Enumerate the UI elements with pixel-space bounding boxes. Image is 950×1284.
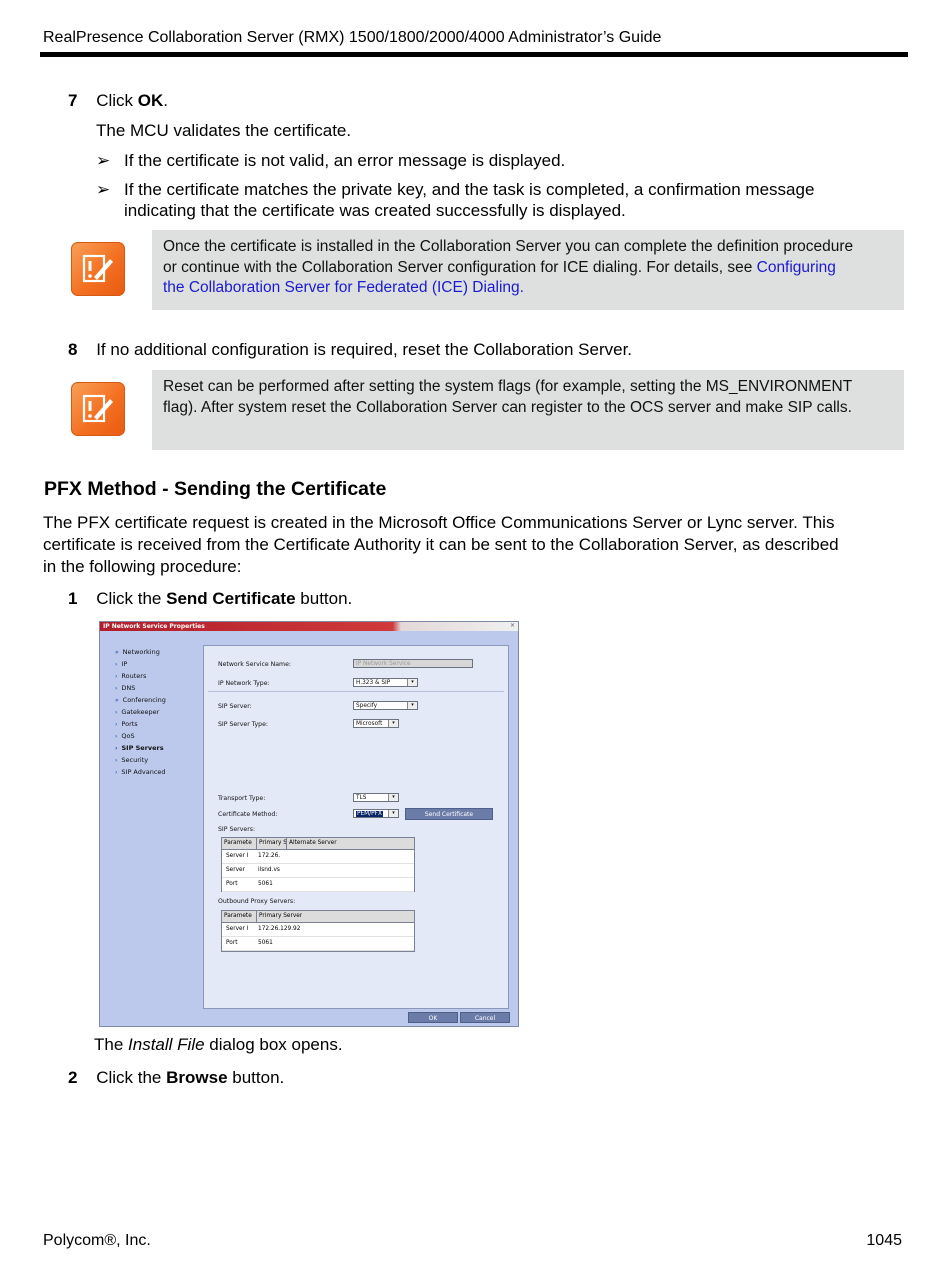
link-period: .	[519, 279, 524, 296]
sip-server-type-select[interactable]: Microsoft ▾	[353, 719, 399, 728]
bullet-text: If the certificate is not valid, an error message is displayed.	[124, 151, 566, 170]
note-pencil-icon	[71, 382, 125, 436]
table-cell: ilsnd.vs	[258, 867, 280, 873]
bullet-arrow-icon: ➢	[96, 151, 111, 170]
step-bold: Browse	[166, 1068, 228, 1087]
ip-network-type-label: IP Network Type:	[218, 680, 270, 687]
table-cell: 5061	[258, 940, 273, 946]
bullet-2	[96, 179, 815, 200]
para-line: certificate is received from the Certificate Authority it can be sent to the Collaboration Server, as described	[43, 535, 839, 554]
step-text: If no additional configuration is required, reset the Collaboration Server.	[96, 340, 633, 359]
step-suffix: button.	[227, 1068, 285, 1087]
note-line: Reset can be performed after setting the system flags (for example, setting the MS_ENVIRONMENT	[163, 378, 853, 395]
chevron-down-icon[interactable]: ▾	[388, 810, 398, 817]
table-row[interactable]	[222, 937, 414, 951]
bullet-arrow-icon: ➢	[96, 180, 111, 199]
table-header	[222, 911, 414, 923]
step-1	[68, 588, 352, 609]
ip-network-type-select[interactable]: H.323 & SIP ▾	[353, 678, 418, 687]
para-line: The PFX certificate request is created in the Microsoft Office Communications Server or Lync server. This	[43, 513, 835, 532]
nav-item-conferencing[interactable]: » Conferencing	[115, 696, 166, 704]
transport-type-label: Transport Type:	[218, 795, 266, 802]
section-heading: PFX Method - Sending the Certificate	[44, 478, 387, 500]
table-row[interactable]	[222, 864, 414, 878]
column-header: Paramete	[224, 840, 252, 846]
note-box-2	[152, 370, 904, 450]
sentence-text: The	[94, 1035, 129, 1054]
step-suffix: button.	[295, 589, 353, 608]
para-line: in the following procedure:	[43, 557, 242, 576]
certificate-method-select[interactable]: PEM/PFX ▾	[353, 809, 399, 818]
outbound-proxy-label: Outbound Proxy Servers:	[218, 898, 296, 905]
sip-servers-table	[221, 837, 415, 892]
sip-server-label: SIP Server:	[218, 703, 252, 710]
table-header	[222, 838, 414, 850]
nav-item-security[interactable]: › Security	[115, 756, 149, 764]
step-number: 1	[68, 589, 78, 608]
nav-item-dns[interactable]: › DNS	[115, 684, 136, 692]
step-7	[68, 90, 168, 111]
table-row[interactable]	[222, 850, 414, 864]
step-text: Click the	[96, 1068, 167, 1087]
table-cell: Server I	[226, 853, 249, 859]
settings-panel	[203, 645, 509, 1009]
network-service-name-label: Network Service Name:	[218, 661, 291, 668]
table-row[interactable]	[222, 878, 414, 892]
step-bold: OK	[137, 91, 164, 110]
step-bold: Send Certificate	[166, 589, 296, 608]
note-pencil-icon	[71, 242, 125, 296]
step-number: 8	[68, 340, 78, 359]
bullet-1	[96, 150, 566, 171]
step-text: Click	[96, 91, 138, 110]
chevron-down-icon[interactable]: ▾	[407, 679, 417, 686]
note-text: or continue with the Collaboration Server configuration for ICE dialing. For details, see	[163, 258, 757, 276]
table-cell: 172.26.	[258, 853, 281, 859]
step-7-result: The MCU validates the certificate.	[96, 121, 352, 140]
configuring-link[interactable]: Configuring	[756, 258, 836, 276]
table-cell: Port	[226, 940, 238, 946]
certificate-method-label: Certificate Method:	[218, 811, 278, 818]
nav-item-routers[interactable]: › Routers	[115, 672, 147, 680]
step-number: 7	[68, 91, 78, 110]
header-rule	[40, 52, 908, 57]
ok-button[interactable]: OK	[408, 1012, 458, 1023]
running-header: RealPresence Collaboration Server (RMX) 1500/1800/2000/4000 Administrator’s Guide	[43, 29, 662, 46]
bullet-text: If the certificate matches the private key, and the task is completed, a confirmation message	[124, 180, 815, 199]
column-header: Primary Server	[256, 911, 302, 922]
divider	[208, 691, 504, 692]
network-service-name-field: IP Network Service	[353, 659, 473, 668]
section-paragraph	[43, 512, 905, 578]
page-number: 1045	[866, 1232, 902, 1249]
outbound-proxy-table	[221, 910, 415, 952]
cancel-button[interactable]: Cancel	[460, 1012, 510, 1023]
table-row[interactable]	[222, 923, 414, 937]
step-8	[68, 339, 632, 360]
table-cell: Server I	[226, 926, 249, 932]
ip-network-service-dialog	[99, 621, 519, 1027]
nav-item-gatekeeper[interactable]: › Gatekeeper	[115, 708, 160, 716]
note-line: Once the certificate is installed in the Collaboration Server you can complete the definition procedure	[163, 238, 854, 255]
install-file-sentence	[94, 1034, 343, 1055]
note-box-1	[152, 230, 904, 310]
nav-item-qos[interactable]: › QoS	[115, 732, 135, 740]
bullet-2-continued: indicating that the certificate was created successfully is displayed.	[124, 201, 626, 220]
sip-servers-label: SIP Servers:	[218, 826, 256, 833]
nav-item-ports[interactable]: › Ports	[115, 720, 138, 728]
column-header: Primary S	[256, 838, 289, 849]
chevron-down-icon[interactable]: ▾	[407, 702, 417, 709]
nav-item-networking[interactable]: » Networking	[115, 648, 160, 656]
step-2	[68, 1067, 284, 1088]
ice-dialing-link[interactable]: the Collaboration Server for Federated (ICE) Dialing	[163, 279, 520, 296]
note-line	[163, 278, 893, 299]
sip-server-type-label: SIP Server Type:	[218, 721, 269, 728]
table-cell: 5061	[258, 881, 273, 887]
step-suffix: .	[163, 91, 168, 110]
table-cell: Port	[226, 881, 238, 887]
sip-server-select[interactable]: Specify ▾	[353, 701, 418, 710]
column-header: Paramete	[224, 913, 252, 919]
sentence-italic: Install File	[128, 1035, 205, 1054]
send-certificate-button[interactable]: Send Certificate	[405, 808, 493, 820]
footer-company: Polycom®, Inc.	[43, 1232, 151, 1249]
dialog-title: IP Network Service Properties	[100, 622, 518, 631]
table-cell: Server	[226, 867, 246, 873]
nav-item-ip[interactable]: › IP	[115, 660, 128, 668]
step-number: 2	[68, 1068, 78, 1087]
chevron-down-icon[interactable]: ▾	[388, 720, 398, 727]
table-cell: 172.26.129.92	[258, 926, 301, 932]
transport-type-select[interactable]: TLS ▾	[353, 793, 399, 802]
close-icon[interactable]: ×	[509, 622, 515, 629]
sentence-text: dialog box opens.	[204, 1035, 343, 1054]
nav-item-sip-advanced[interactable]: › SIP Advanced	[115, 768, 166, 776]
chevron-down-icon[interactable]: ▾	[388, 794, 398, 801]
nav-item-sip-servers[interactable]: › SIP Servers	[115, 744, 164, 752]
step-text: Click the	[96, 589, 167, 608]
column-header: Alternate Server	[286, 838, 337, 849]
note-line	[163, 258, 893, 279]
note-line: flag). After system reset the Collaboration Server can register to the OCS server and make SIP calls.	[163, 398, 852, 416]
